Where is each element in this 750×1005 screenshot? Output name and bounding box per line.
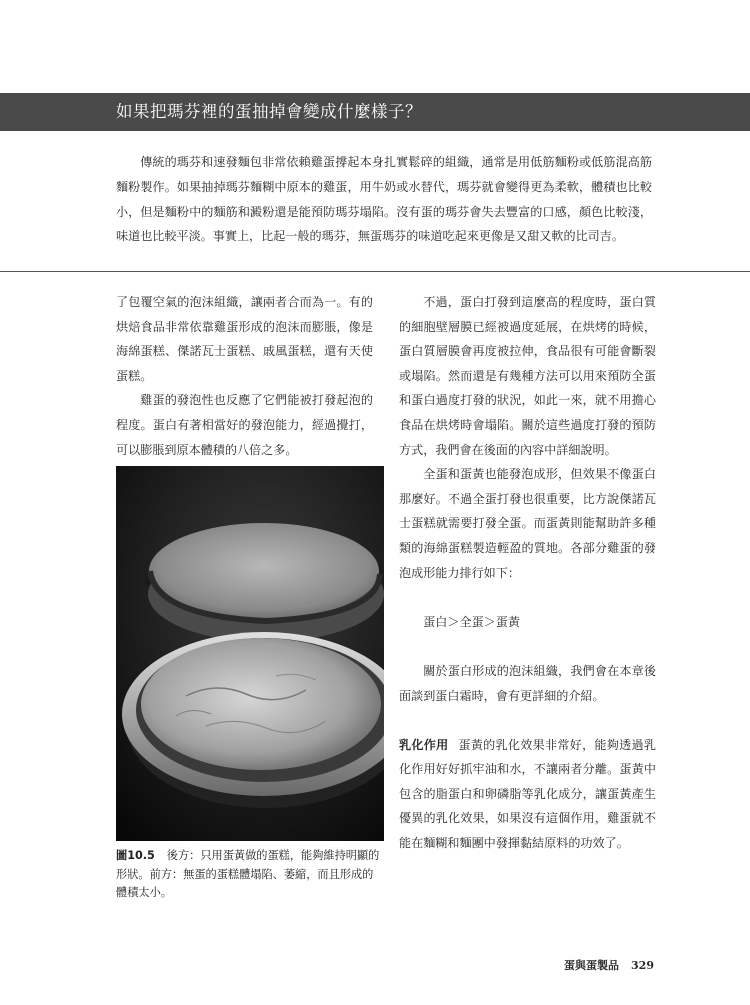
emulsification-text: 蛋黃的乳化效果非常好，能夠透過乳化作用好好抓牢油和水，不讓兩者分離。蛋黃中包含的脂蛋白和卵磷脂等乳化成分，讓蛋黃產生優異的乳化效果，如果沒有這個作用，雞蛋就不能在麵糊和麵團中發揮黏結原料的功效了。: [399, 737, 656, 851]
right-paragraph-1: 不過，蛋白打發到這麼高的程度時，蛋白質的細胞壁層膜已經被過度延展，在烘烤的時候，蛋白質層膜會再度被拉伸，食品很有可能會斷裂或塌陷。然而還是有幾種方法可以用來預防全蛋和蛋白過度打發的狀況，如此一來，就不用擔心食品在烘烤時會塌陷。關於這些過度打發的預防方式，我們會在後面的內容中詳細說明。: [399, 295, 656, 457]
figure-caption-text: 後方：只用蛋黃做的蛋糕，能夠維持明顯的形狀。前方：無蛋的蛋糕體塌陷、萎縮，而且形成的體積太小。: [116, 849, 380, 899]
emulsification-heading: 乳化作用: [399, 737, 449, 752]
ranking-line: 蛋白＞全蛋＞蛋黃: [423, 614, 520, 629]
cake-photo: [116, 466, 384, 841]
footer-section: 蛋與蛋製品: [564, 959, 620, 972]
right-paragraph-4: [399, 733, 656, 856]
cake-photo-image: [116, 466, 384, 841]
page-number: 329: [631, 959, 654, 972]
left-column: [116, 290, 373, 462]
right-paragraph-3: 關於蛋白形成的泡沫組織，我們會在本章後面談到蛋白霜時，會有更詳細的介紹。: [399, 663, 656, 703]
page-footer: [564, 957, 654, 973]
figure-caption: [116, 847, 384, 903]
figure-label: 圖10.5: [116, 849, 155, 862]
right-paragraph-2: 全蛋和蛋黃也能發泡成形，但效果不像蛋白那麼好。不過全蛋打發也很重要，比方說傑諾瓦士蛋糕就需要打發全蛋。而蛋黃則能幫助許多種類的海綿蛋糕製造輕盈的質地。各部分雞蛋的發泡成形能力排行如下：: [399, 467, 656, 580]
section-title-bar: [0, 93, 750, 131]
intro-paragraph: 傳統的瑪芬和速發麵包非常依賴雞蛋撐起本身扎實鬆碎的組織，通常是用低筋麵粉或低筋混高筋麵粉製作。如果抽掉瑪芬麵糊中原本的雞蛋，用牛奶或水替代，瑪芬就會變得更為柔軟，體積也比較小，但是麵粉中的麵筋和澱粉還是能預防瑪芬塌陷。沒有蛋的瑪芬會失去豐富的口感，顏色比較淺，味道也比較平淡。事實上，比起一般的瑪芬，無蛋瑪芬的味道吃起來更像是又甜又軟的比司吉。: [116, 155, 652, 244]
left-paragraph-1: 了包覆空氣的泡沫組織，讓兩者合而為一。有的烘焙食品非常依靠雞蛋形成的泡沫而膨脹，像是海綿蛋糕、傑諾瓦士蛋糕、戚風蛋糕，還有天使蛋糕。: [116, 295, 373, 383]
right-column: [399, 290, 656, 856]
left-paragraph-2: 雞蛋的發泡性也反應了它們能被打發起泡的程度。蛋白有著相當好的發泡能力，經過攪打，可以膨脹到原本體積的八倍之多。: [116, 393, 373, 457]
section-divider: [0, 271, 750, 272]
section-title: 如果把瑪芬裡的蛋抽掉會變成什麼樣子？: [116, 102, 422, 121]
